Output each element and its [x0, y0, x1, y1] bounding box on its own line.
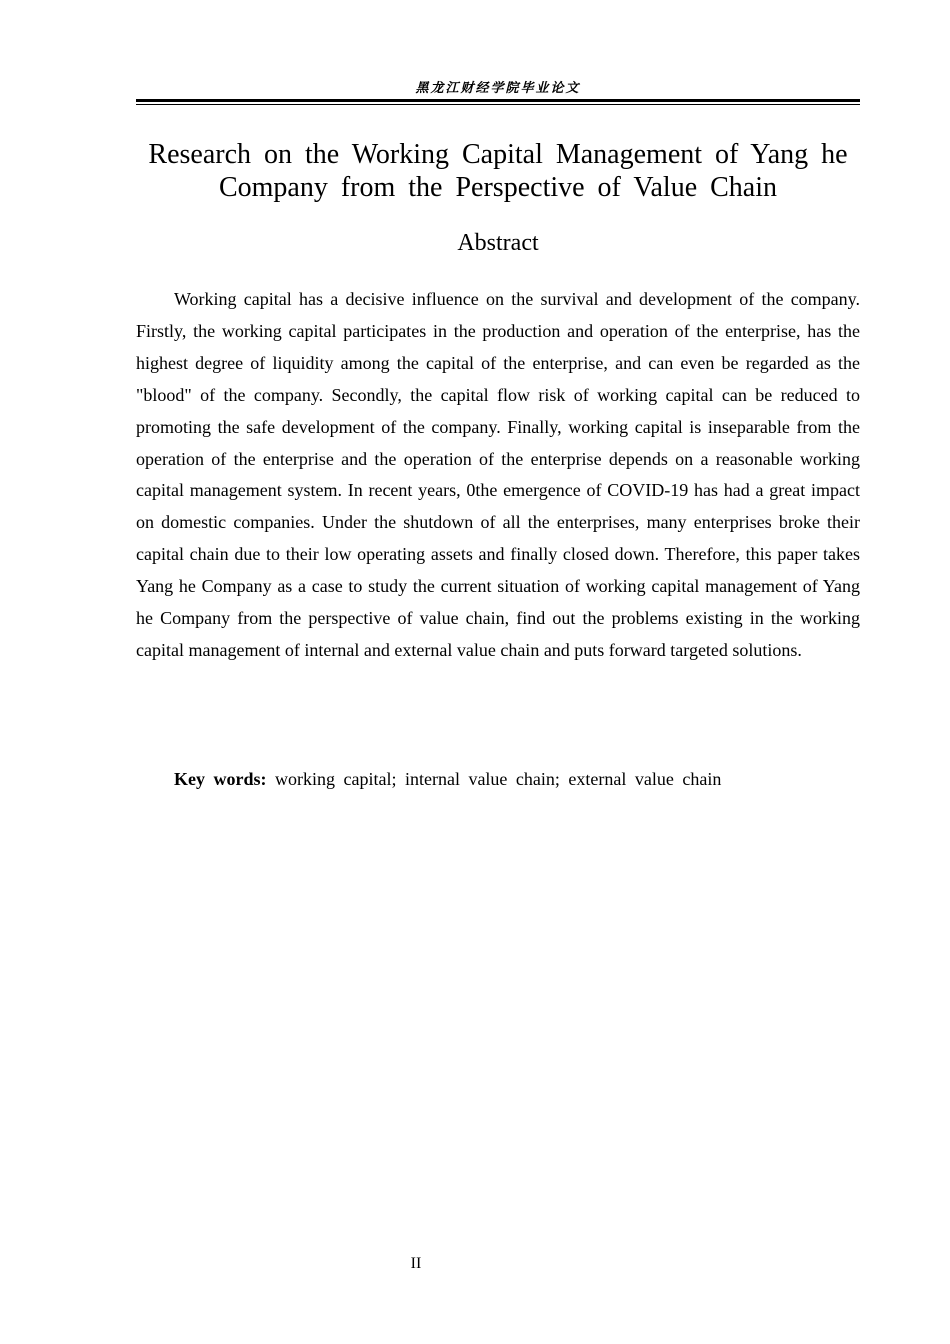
keywords-line	[136, 764, 860, 794]
abstract-heading: Abstract	[457, 230, 539, 256]
page-number: II	[410, 1255, 422, 1272]
paper-title: Research on the Working Capital Management of Yang he Company from the Perspective of Value Chain	[148, 139, 848, 203]
header-rule-thin	[136, 104, 860, 105]
keywords-label: Key words:	[174, 769, 267, 789]
keywords-text: working capital; internal value chain; external value chain	[275, 769, 722, 789]
header-rule-thick	[136, 99, 860, 102]
abstract-paragraph: Working capital has a decisive influence on the survival and development of the company. Firstly, the working capital participates in the production and operation of the enterprise, has the highest degree of liquidity among the capital of the enterprise, and can even be regarded as the "blood" of the company. Secondly, the capital flow risk of working capital can be reduced to promoting the safe development of the company. Finally, working capital is inseparable from the operation of the enterprise and the operation of the enterprise depends on a reasonable working capital management system. In recent years, 0the emergence of COVID-19 has had a great impact on domestic companies. Under the shutdown of all the enterprises, many enterprises broke their capital chain due to their low operating assets and finally closed down. Therefore, this paper takes Yang he Company as a case to study the current situation of working capital management of Yang he Company from the perspective of value chain, find out the problems existing in the working capital management of internal and external value chain and puts forward targeted solutions.	[136, 289, 860, 660]
running-header: 黑龙江财经学院毕业论文	[415, 81, 581, 96]
